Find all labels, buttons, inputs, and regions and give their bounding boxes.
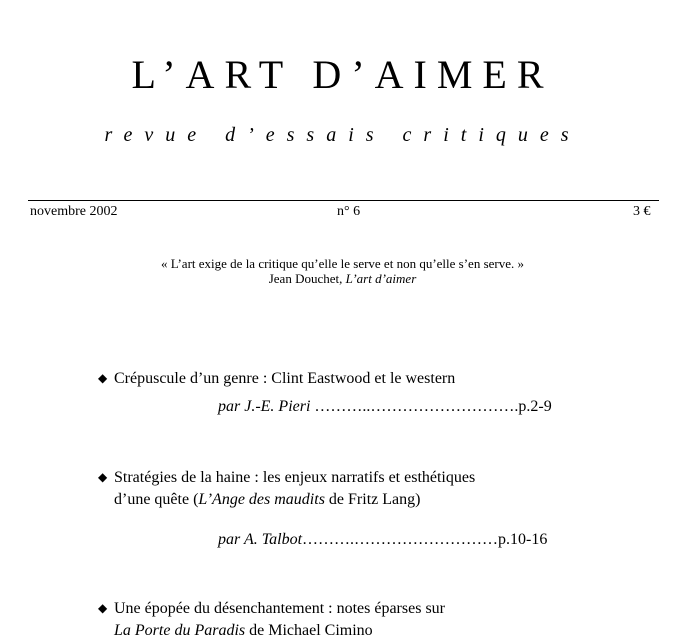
toc-author: par A. Talbot (218, 531, 303, 548)
toc-byline (218, 530, 547, 550)
toc-item-title (114, 598, 574, 642)
epigraph-quote: « L’art exige de la critique qu’elle le serve et non qu’elle s’en serve. » (160, 256, 524, 271)
toc-page: p.2-9 (518, 398, 552, 415)
header-rule (28, 200, 659, 201)
epigraph-author: Jean Douchet, (268, 271, 343, 286)
toc-leader: ……….……………………… (302, 531, 499, 548)
toc-title-text: Stratégies de la haine : les enjeux narratifs et esthétiques d’une quête ( (114, 469, 476, 508)
toc-leader: ………..………………………. (310, 398, 519, 415)
toc-title-film: La Porte du Paradis (114, 622, 246, 639)
toc-item-title (114, 368, 574, 390)
toc-title-text: Crépuscule d’un genre : Clint Eastwood et le western (114, 370, 456, 387)
toc-title-text-end: de Michael Cimino (245, 622, 373, 639)
journal-title: L’ART D’AIMER (131, 52, 554, 97)
diamond-bullet-icon: ◆ (98, 470, 108, 484)
toc-author: par J.-E. Pieri (218, 398, 311, 415)
journal-subtitle: revue d’essais critiques (104, 124, 581, 146)
issue-price: 3 € (633, 204, 651, 219)
toc-byline (218, 397, 552, 417)
epigraph-attribution (0, 271, 685, 286)
diamond-bullet-icon: ◆ (98, 601, 108, 615)
issue-date: novembre 2002 (30, 204, 118, 219)
toc-page: p.10-16 (498, 531, 548, 548)
issue-number: n° 6 (337, 204, 361, 219)
toc-title-line2 (114, 620, 574, 642)
toc-title-film: L’Ange des maudits (198, 491, 325, 508)
toc-title-text-end: de Fritz Lang) (324, 491, 421, 508)
toc-item-title (114, 467, 514, 511)
epigraph-source: L’art d’aimer (345, 271, 417, 286)
epigraph (0, 256, 685, 286)
diamond-bullet-icon: ◆ (98, 371, 108, 385)
toc-title-text: Une épopée du désenchantement : notes éparses sur (114, 600, 445, 617)
